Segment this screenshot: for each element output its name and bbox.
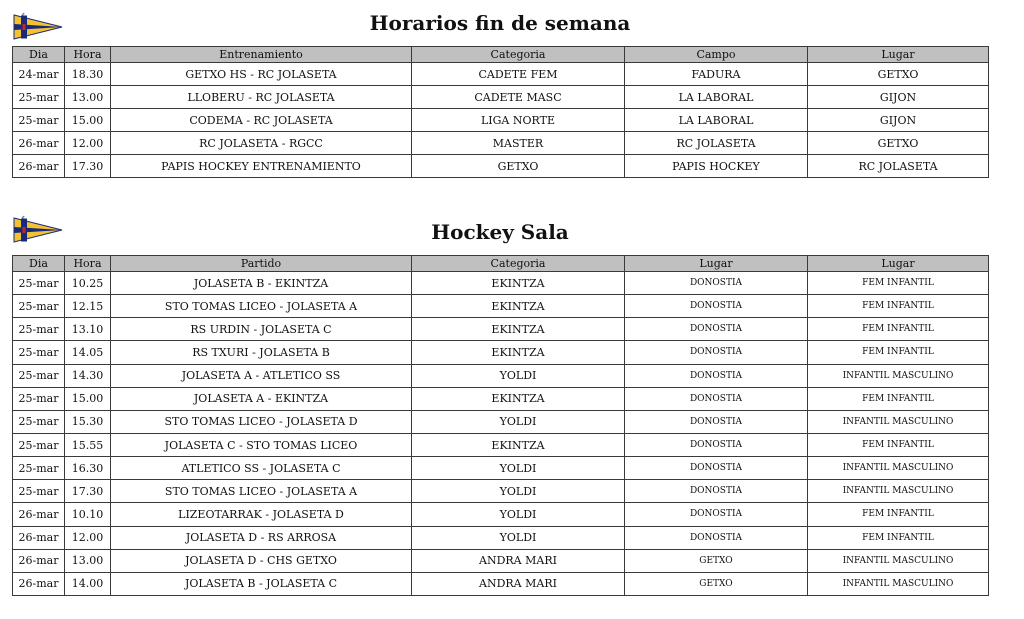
cell-dia: 24-mar [13, 63, 65, 86]
table-row [13, 457, 989, 480]
cell-partido: RS TXURI - JOLASETA B [111, 341, 412, 364]
cell-categoria: CADETE FEM [412, 63, 625, 86]
cell-division: INFANTIL MASCULINO [808, 480, 989, 503]
cell-hora: 12.00 [65, 132, 111, 155]
cell-dia: 26-mar [13, 526, 65, 549]
cell-categoria: MASTER [412, 132, 625, 155]
table-row [13, 132, 989, 155]
cell-dia: 25-mar [13, 457, 65, 480]
column-header-dia: Dia [13, 256, 65, 272]
cell-hora: 15.00 [65, 387, 111, 410]
cell-lugar: GIJON [808, 86, 989, 109]
cell-dia: 26-mar [13, 503, 65, 526]
hockey-sala-body [13, 272, 989, 596]
cell-lugar: GETXO [625, 549, 808, 572]
svg-text:¢: ¢ [21, 215, 26, 222]
cell-dia: 25-mar [13, 109, 65, 132]
cell-division: INFANTIL MASCULINO [808, 457, 989, 480]
column-header-entrenamiento: Entrenamiento [111, 47, 412, 63]
cell-hora: 15.30 [65, 410, 111, 433]
cell-lugar: DONOSTIA [625, 433, 808, 456]
cell-hora: 12.15 [65, 295, 111, 318]
cell-lugar: DONOSTIA [625, 410, 808, 433]
cell-lugar: RC JOLASETA [808, 155, 989, 178]
cell-categoria: EKINTZA [412, 272, 625, 295]
cell-categoria: YOLDI [412, 480, 625, 503]
cell-hora: 14.05 [65, 341, 111, 364]
cell-dia: 25-mar [13, 364, 65, 387]
cell-entrenamiento: LLOBERU - RC JOLASETA [111, 86, 412, 109]
cell-partido: JOLASETA C - STO TOMAS LICEO [111, 433, 412, 456]
table-row [13, 549, 989, 572]
cell-lugar: GETXO [625, 572, 808, 595]
cell-lugar: DONOSTIA [625, 364, 808, 387]
cell-division: INFANTIL MASCULINO [808, 410, 989, 433]
cell-categoria: YOLDI [412, 526, 625, 549]
cell-division: FEM INFANTIL [808, 433, 989, 456]
column-header-categoria: Categoria [412, 47, 625, 63]
table-row [13, 480, 989, 503]
cell-dia: 26-mar [13, 572, 65, 595]
cell-hora: 10.25 [65, 272, 111, 295]
cell-entrenamiento: PAPIS HOCKEY ENTRENAMIENTO [111, 155, 412, 178]
cell-categoria: YOLDI [412, 410, 625, 433]
cell-division: FEM INFANTIL [808, 526, 989, 549]
cell-division: INFANTIL MASCULINO [808, 364, 989, 387]
cell-partido: LIZEOTARRAK - JOLASETA D [111, 503, 412, 526]
table-row [13, 318, 989, 341]
cell-partido: JOLASETA A - EKINTZA [111, 387, 412, 410]
table-row [13, 295, 989, 318]
cell-lugar: GETXO [808, 63, 989, 86]
cell-division: FEM INFANTIL [808, 341, 989, 364]
cell-partido: JOLASETA B - JOLASETA C [111, 572, 412, 595]
cell-partido: JOLASETA D - CHS GETXO [111, 549, 412, 572]
cell-lugar: GIJON [808, 109, 989, 132]
cell-dia: 25-mar [13, 295, 65, 318]
cell-dia: 25-mar [13, 433, 65, 456]
cell-hora: 14.00 [65, 572, 111, 595]
cell-hora: 13.00 [65, 549, 111, 572]
cell-lugar: DONOSTIA [625, 457, 808, 480]
table-row [13, 387, 989, 410]
cell-campo: LA LABORAL [625, 109, 808, 132]
cell-division: FEM INFANTIL [808, 318, 989, 341]
cell-entrenamiento: GETXO HS - RC JOLASETA [111, 63, 412, 86]
cell-lugar: DONOSTIA [625, 387, 808, 410]
cell-categoria: EKINTZA [412, 318, 625, 341]
cell-categoria: EKINTZA [412, 341, 625, 364]
cell-partido: STO TOMAS LICEO - JOLASETA D [111, 410, 412, 433]
hockey-sala-table [12, 255, 989, 596]
cell-dia: 25-mar [13, 272, 65, 295]
page-title: Horarios fin de semana [369, 11, 631, 35]
column-header-categoria: Categoria [412, 256, 625, 272]
cell-campo: LA LABORAL [625, 86, 808, 109]
cell-dia: 25-mar [13, 387, 65, 410]
cell-categoria: YOLDI [412, 457, 625, 480]
table-header-row [13, 256, 989, 272]
column-header-lugar: Lugar [808, 256, 989, 272]
table-row [13, 272, 989, 295]
cell-hora: 13.10 [65, 318, 111, 341]
table-row [13, 503, 989, 526]
cell-lugar: DONOSTIA [625, 318, 808, 341]
cell-hora: 14.30 [65, 364, 111, 387]
table-row [13, 364, 989, 387]
cell-partido: JOLASETA D - RS ARROSA [111, 526, 412, 549]
table-row [13, 86, 989, 109]
cell-categoria: ANDRA MARI [412, 549, 625, 572]
cell-hora: 16.30 [65, 457, 111, 480]
cell-division: INFANTIL MASCULINO [808, 572, 989, 595]
cell-hora: 12.00 [65, 526, 111, 549]
cell-division: FEM INFANTIL [808, 503, 989, 526]
cell-lugar: DONOSTIA [625, 526, 808, 549]
cell-dia: 26-mar [13, 549, 65, 572]
cell-partido: RS URDIN - JOLASETA C [111, 318, 412, 341]
cell-categoria: CADETE MASC [412, 86, 625, 109]
cell-partido: JOLASETA A - ATLETICO SS [111, 364, 412, 387]
column-header-campo: Campo [625, 47, 808, 63]
cell-partido: STO TOMAS LICEO - JOLASETA A [111, 480, 412, 503]
cell-dia: 26-mar [13, 155, 65, 178]
table-row [13, 410, 989, 433]
table-header-row [13, 47, 989, 63]
cell-campo: RC JOLASETA [625, 132, 808, 155]
cell-entrenamiento: CODEMA - RC JOLASETA [111, 109, 412, 132]
training-schedule-table [12, 46, 989, 178]
cell-lugar: DONOSTIA [625, 341, 808, 364]
cell-hora: 17.30 [65, 480, 111, 503]
cell-dia: 25-mar [13, 318, 65, 341]
cell-campo: FADURA [625, 63, 808, 86]
cell-categoria: ANDRA MARI [412, 572, 625, 595]
cell-categoria: YOLDI [412, 503, 625, 526]
cell-hora: 17.30 [65, 155, 111, 178]
section-title: Hockey Sala [431, 220, 569, 244]
table-row [13, 341, 989, 364]
table-row [13, 109, 989, 132]
table-row [13, 526, 989, 549]
cell-lugar: DONOSTIA [625, 503, 808, 526]
cell-entrenamiento: RC JOLASETA - RGCC [111, 132, 412, 155]
cell-hora: 13.00 [65, 86, 111, 109]
cell-dia: 25-mar [13, 86, 65, 109]
cell-lugar: DONOSTIA [625, 272, 808, 295]
column-header-lugar: Lugar [625, 256, 808, 272]
table-row [13, 433, 989, 456]
cell-hora: 15.55 [65, 433, 111, 456]
cell-categoria: LIGA NORTE [412, 109, 625, 132]
cell-lugar: DONOSTIA [625, 295, 808, 318]
cell-dia: 25-mar [13, 341, 65, 364]
table-row [13, 63, 989, 86]
table-row [13, 572, 989, 595]
cell-division: FEM INFANTIL [808, 387, 989, 410]
cell-categoria: YOLDI [412, 364, 625, 387]
column-header-hora: Hora [65, 47, 111, 63]
cell-dia: 25-mar [13, 410, 65, 433]
cell-categoria: EKINTZA [412, 433, 625, 456]
column-header-hora: Hora [65, 256, 111, 272]
cell-dia: 25-mar [13, 480, 65, 503]
cell-hora: 18.30 [65, 63, 111, 86]
cell-lugar: DONOSTIA [625, 480, 808, 503]
cell-hora: 15.00 [65, 109, 111, 132]
cell-division: INFANTIL MASCULINO [808, 549, 989, 572]
cell-partido: JOLASETA B - EKINTZA [111, 272, 412, 295]
svg-text:¢: ¢ [21, 12, 26, 19]
cell-categoria: EKINTZA [412, 295, 625, 318]
cell-campo: PAPIS HOCKEY [625, 155, 808, 178]
cell-categoria: EKINTZA [412, 387, 625, 410]
cell-lugar: GETXO [808, 132, 989, 155]
cell-dia: 26-mar [13, 132, 65, 155]
cell-partido: STO TOMAS LICEO - JOLASETA A [111, 295, 412, 318]
table-row [13, 155, 989, 178]
column-header-partido: Partido [111, 256, 412, 272]
cell-division: FEM INFANTIL [808, 272, 989, 295]
cell-partido: ATLETICO SS - JOLASETA C [111, 457, 412, 480]
cell-division: FEM INFANTIL [808, 295, 989, 318]
column-header-lugar: Lugar [808, 47, 989, 63]
column-header-dia: Dia [13, 47, 65, 63]
cell-categoria: GETXO [412, 155, 625, 178]
cell-hora: 10.10 [65, 503, 111, 526]
